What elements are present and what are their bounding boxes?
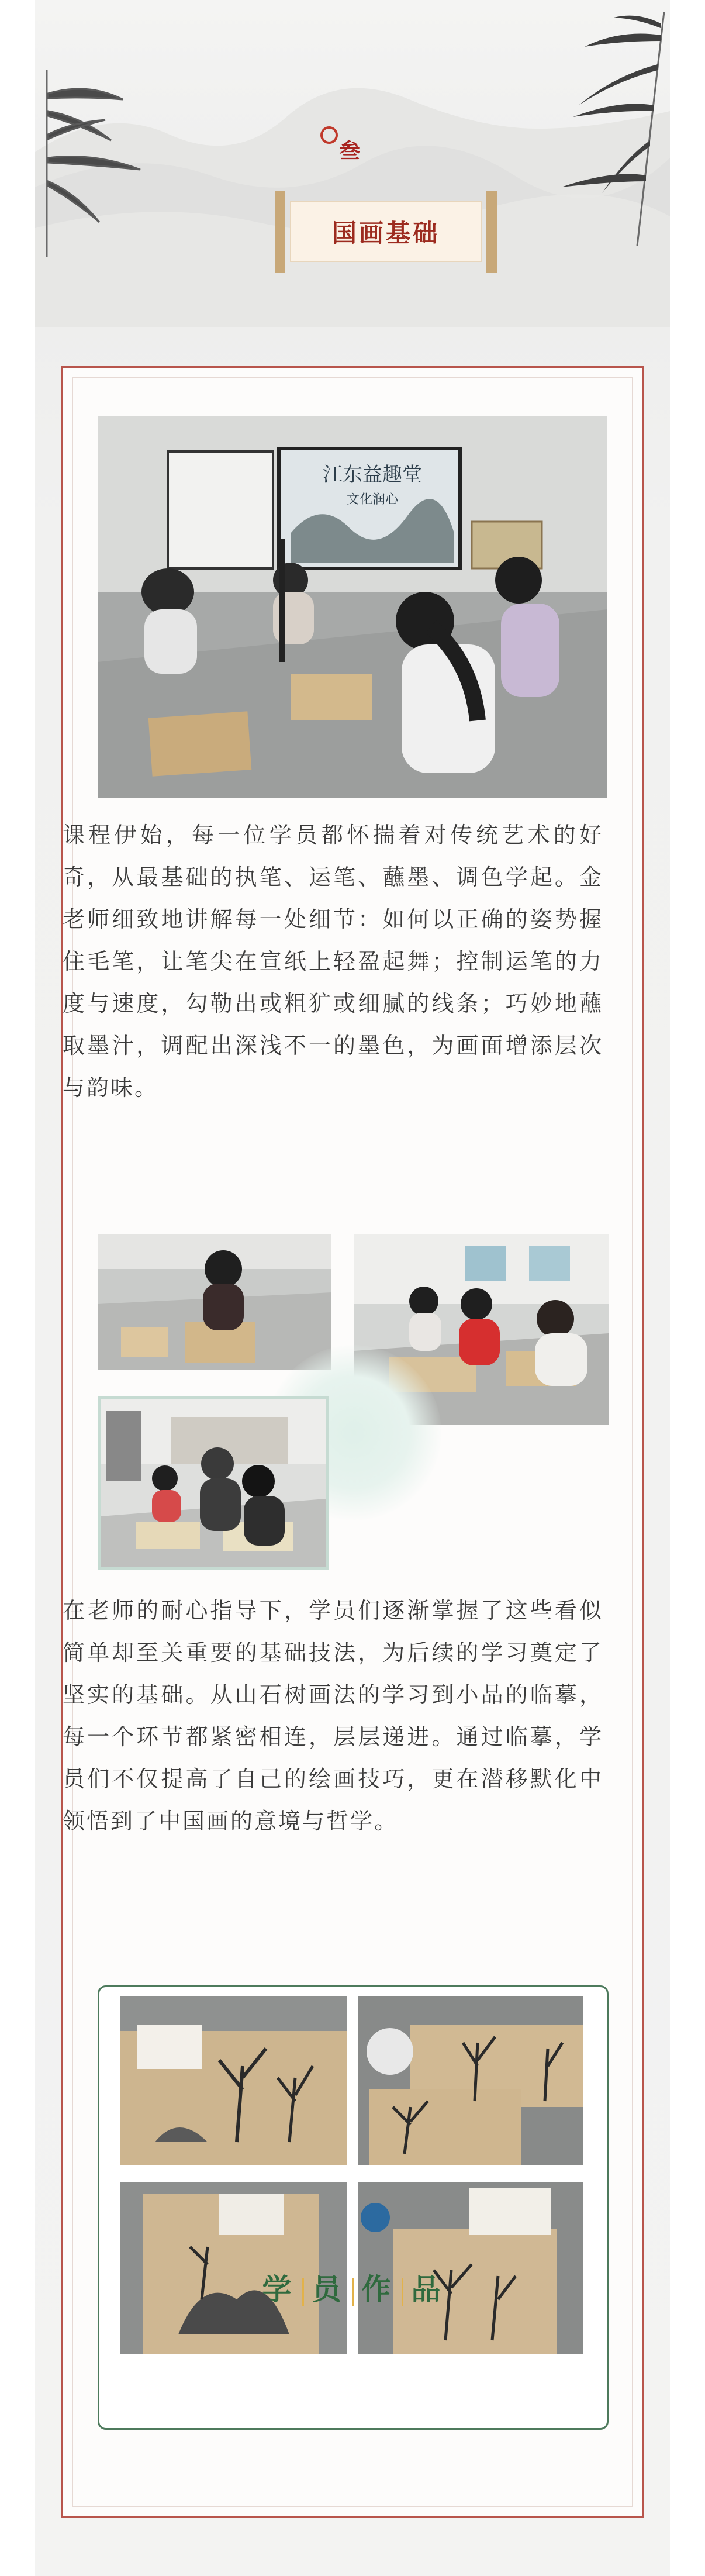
student-painting-photo-3 [98,1396,329,1570]
works-label-char-3: 作 [361,2272,393,2306]
student-painting-photo-1 [98,1234,331,1370]
section-number: 叁 [339,139,361,163]
scroll-rod-right [486,191,497,273]
section-title-scroll [275,191,497,273]
scroll-rod-left [275,191,285,273]
artwork-photo-2 [358,1996,583,2165]
works-label-char-2: 员 [312,2272,344,2306]
bamboo-right-decoration [550,12,670,246]
works-label-char-1: 学 [262,2272,294,2306]
bamboo-left-decoration [35,70,152,257]
hero-classroom-photo [98,416,607,798]
paragraph-progress: 在老师的耐心指导下，学员们逐渐掌握了这些看似简单却至关重要的基础技法，为后续的学习奠定了坚实的基础。从山石树画法的学习到小品的临摹，每一个环节都紧密相连，层层递进。通过临摹，学员们不仅提高了自己的绘画技巧，更在潜移默化中领悟到了中国画的意境与哲学。 [63,1598,603,1834]
section-title: 国画基础 [331,219,440,247]
works-label-char-4: 品 [411,2272,443,2306]
section-number-ring [320,126,338,144]
scroll-paper [290,201,482,262]
artwork-photo-1 [120,1996,347,2165]
student-works-label [0,2266,705,2308]
screen-subtitle: 文化润心 [346,492,398,507]
screen-title: 江东益趣堂 [323,463,422,487]
paragraph-course-intro: 课程伊始，每一位学员都怀揣着对传统艺术的好奇，从最基础的执笔、运笔、蘸墨、调色学起。金老师细致地讲解每一处细节：如何以正确的姿势握住毛笔，让笔尖在宣纸上轻盈起舞；控制运笔的力度与速度，勾勒出或粗犷或细腻的线条；巧妙地蘸取墨汁，调配出深浅不一的墨色，为画面增添层次与韵味。 [63,822,603,1101]
